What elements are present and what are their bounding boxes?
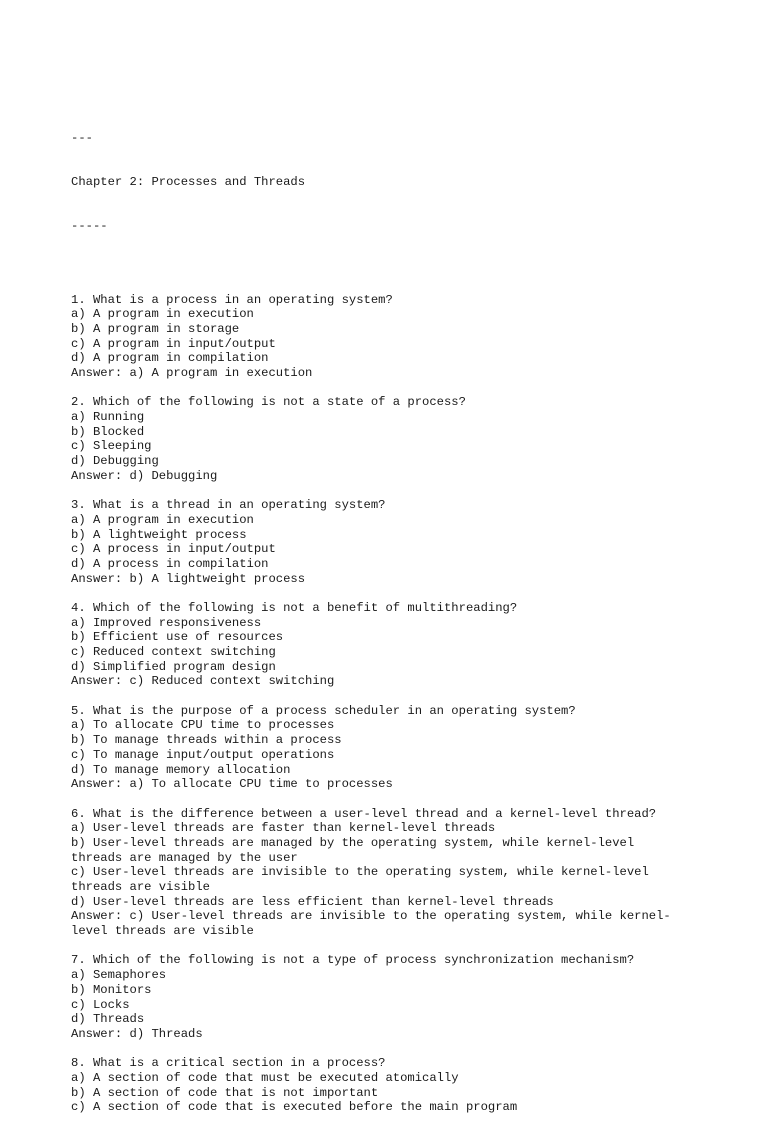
answer-line: level threads are visible <box>71 924 254 939</box>
answer-option: d) User-level threads are less efficient than kernel-level threads <box>71 894 554 909</box>
header-rule-top: --- <box>71 130 93 145</box>
answer-option: a) Improved responsiveness <box>71 615 262 630</box>
answer-option: c) A section of code that is executed before the main program <box>71 1100 518 1115</box>
answer-option: a) To allocate CPU time to processes <box>71 718 335 733</box>
answer-option: b) Blocked <box>71 424 145 439</box>
question-text: 5. What is the purpose of a process scheduler in an operating system? <box>71 703 576 718</box>
question-text: 4. Which of the following is not a benefit of multithreading? <box>71 600 518 615</box>
answer-line: Answer: a) To allocate CPU time to processes <box>71 777 393 792</box>
question-block <box>71 601 731 689</box>
question-text: 3. What is a thread in an operating system? <box>71 498 386 513</box>
question-text: 7. Which of the following is not a type of process synchronization mechanism? <box>71 953 635 968</box>
header-rule-bottom: ----- <box>71 219 108 233</box>
answer-line: Answer: c) User-level threads are invisible to the operating system, while kernel- <box>71 909 671 924</box>
answer-option: d) Debugging <box>71 454 159 469</box>
question-block <box>71 704 731 792</box>
question-block <box>71 807 731 939</box>
answer-option: a) A section of code that must be executed atomically <box>71 1070 459 1085</box>
answer-option: c) Sleeping <box>71 439 152 454</box>
chapter-title: Chapter 2: Processes and Threads <box>71 174 306 189</box>
question-block <box>71 1056 731 1115</box>
answer-option: b) A program in storage <box>71 321 240 336</box>
answer-option: a) A program in execution <box>71 307 254 322</box>
answer-option: d) To manage memory allocation <box>71 762 291 777</box>
answer-option: b) Monitors <box>71 982 152 997</box>
answer-option: d) A program in compilation <box>71 351 269 366</box>
answer-option: c) Reduced context switching <box>71 645 276 659</box>
answer-line: Answer: b) A lightweight process <box>71 571 306 586</box>
question-text: 2. Which of the following is not a state of a process? <box>71 395 466 410</box>
answer-line: Answer: a) A program in execution <box>71 365 313 380</box>
answer-option: a) User-level threads are faster than kernel-level threads <box>71 821 496 836</box>
answer-option: c) To manage input/output operations <box>71 747 335 762</box>
answer-option: d) Simplified program design <box>71 659 276 674</box>
answer-line: Answer: d) Threads <box>71 1026 203 1041</box>
answer-option: b) A lightweight process <box>71 527 247 542</box>
answer-option: d) Threads <box>71 1012 145 1027</box>
question-block <box>71 293 731 381</box>
question-text: 8. What is a critical section in a process? <box>71 1056 386 1071</box>
question-text: 6. What is the difference between a user-level thread and a kernel-level thread? <box>71 806 657 821</box>
answer-option: threads are managed by the user <box>71 850 298 865</box>
answer-option: a) Semaphores <box>71 968 167 983</box>
answer-line: Answer: d) Debugging <box>71 468 218 483</box>
answer-option: b) User-level threads are managed by the operating system, while kernel-level <box>71 835 635 850</box>
answer-option: c) A program in input/output <box>71 336 276 351</box>
question-block <box>71 498 731 586</box>
document-body <box>71 72 731 1130</box>
answer-option: d) A process in compilation <box>71 556 269 571</box>
answer-option: c) A process in input/output <box>71 542 276 557</box>
answer-option: b) A section of code that is not important <box>71 1085 379 1100</box>
answer-option: c) User-level threads are invisible to the operating system, while kernel-level <box>71 865 649 880</box>
answer-option: c) Locks <box>71 997 130 1012</box>
answer-option: b) Efficient use of resources <box>71 630 284 645</box>
answer-option: threads are visible <box>71 880 210 894</box>
answer-line: Answer: c) Reduced context switching <box>71 674 335 689</box>
answer-option: a) Running <box>71 410 145 424</box>
question-list <box>71 293 731 1116</box>
answer-option: a) A program in execution <box>71 512 254 527</box>
answer-option: b) To manage threads within a process <box>71 733 342 748</box>
chapter-header <box>71 101 731 263</box>
question-block <box>71 395 731 483</box>
question-block <box>71 953 731 1041</box>
question-text: 1. What is a process in an operating system? <box>71 292 393 307</box>
